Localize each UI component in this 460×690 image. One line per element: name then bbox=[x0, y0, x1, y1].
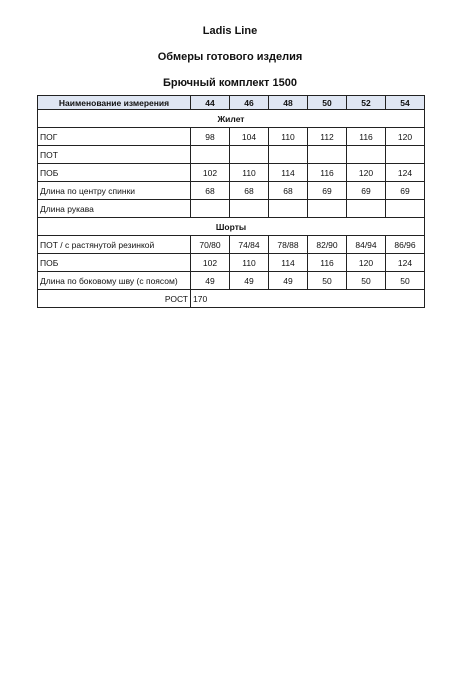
row-label: Длина по центру спинки bbox=[38, 182, 191, 200]
cell-value: 110 bbox=[269, 128, 308, 146]
cell-value: 49 bbox=[191, 272, 230, 290]
cell-value: 50 bbox=[308, 272, 347, 290]
cell-value: 50 bbox=[386, 272, 425, 290]
section-title-vest: Жилет bbox=[38, 110, 425, 128]
cell-value: 116 bbox=[308, 164, 347, 182]
cell-value bbox=[269, 146, 308, 164]
table-row bbox=[38, 272, 425, 290]
cell-value: 110 bbox=[230, 254, 269, 272]
cell-value: 82/90 bbox=[308, 236, 347, 254]
cell-value: 102 bbox=[191, 164, 230, 182]
product-title: Брючный комплект 1500 bbox=[163, 77, 297, 89]
table-row bbox=[38, 200, 425, 218]
cell-value: 116 bbox=[347, 128, 386, 146]
cell-value: 102 bbox=[191, 254, 230, 272]
cell-value bbox=[230, 146, 269, 164]
cell-value: 49 bbox=[230, 272, 269, 290]
document-subtitle: Обмеры готового изделия bbox=[157, 51, 303, 63]
cell-value: 112 bbox=[308, 128, 347, 146]
measurements-table bbox=[37, 95, 425, 308]
cell-value bbox=[230, 200, 269, 218]
cell-value: 120 bbox=[347, 164, 386, 182]
cell-value: 50 bbox=[347, 272, 386, 290]
section-row bbox=[38, 218, 425, 236]
header-size: 50 bbox=[308, 96, 347, 110]
cell-value: 124 bbox=[386, 254, 425, 272]
cell-value: 84/94 bbox=[347, 236, 386, 254]
cell-value bbox=[347, 146, 386, 164]
cell-value: 110 bbox=[230, 164, 269, 182]
cell-value: 124 bbox=[386, 164, 425, 182]
section-row bbox=[38, 110, 425, 128]
table-header-row bbox=[38, 96, 425, 110]
cell-value: 68 bbox=[269, 182, 308, 200]
table-row bbox=[38, 164, 425, 182]
cell-value bbox=[269, 200, 308, 218]
section-title-shorts: Шорты bbox=[38, 218, 425, 236]
cell-value bbox=[308, 146, 347, 164]
cell-value: 68 bbox=[191, 182, 230, 200]
cell-value: 86/96 bbox=[386, 236, 425, 254]
row-label: Длина по боковому шву (с поясом) bbox=[38, 272, 191, 290]
cell-value: 98 bbox=[191, 128, 230, 146]
table-row bbox=[38, 128, 425, 146]
cell-value bbox=[386, 146, 425, 164]
header-size: 46 bbox=[230, 96, 269, 110]
row-label: ПОГ bbox=[38, 128, 191, 146]
height-value: 170 bbox=[191, 290, 425, 308]
cell-value: 69 bbox=[386, 182, 425, 200]
header-size: 44 bbox=[191, 96, 230, 110]
cell-value: 114 bbox=[269, 164, 308, 182]
row-label: ПОБ bbox=[38, 164, 191, 182]
cell-value: 68 bbox=[230, 182, 269, 200]
cell-value: 49 bbox=[269, 272, 308, 290]
row-label: Длина рукава bbox=[38, 200, 191, 218]
cell-value: 120 bbox=[347, 254, 386, 272]
cell-value: 78/88 bbox=[269, 236, 308, 254]
cell-value: 74/84 bbox=[230, 236, 269, 254]
cell-value bbox=[347, 200, 386, 218]
row-label: ПОТ / с растянутой резинкой bbox=[38, 236, 191, 254]
table-row bbox=[38, 236, 425, 254]
cell-value: 69 bbox=[347, 182, 386, 200]
header-measurement-name: Наименование измерения bbox=[38, 96, 191, 110]
header-size: 54 bbox=[386, 96, 425, 110]
height-row bbox=[38, 290, 425, 308]
brand-title: Ladis Line bbox=[202, 25, 258, 37]
table-row bbox=[38, 182, 425, 200]
cell-value bbox=[386, 200, 425, 218]
table-row bbox=[38, 146, 425, 164]
cell-value: 69 bbox=[308, 182, 347, 200]
cell-value: 114 bbox=[269, 254, 308, 272]
cell-value bbox=[308, 200, 347, 218]
cell-value: 104 bbox=[230, 128, 269, 146]
header-size: 52 bbox=[347, 96, 386, 110]
cell-value bbox=[191, 200, 230, 218]
cell-value bbox=[191, 146, 230, 164]
height-label: РОСТ bbox=[38, 290, 191, 308]
header-size: 48 bbox=[269, 96, 308, 110]
row-label: ПОБ bbox=[38, 254, 191, 272]
cell-value: 116 bbox=[308, 254, 347, 272]
cell-value: 120 bbox=[386, 128, 425, 146]
row-label: ПОТ bbox=[38, 146, 191, 164]
table-row bbox=[38, 254, 425, 272]
cell-value: 70/80 bbox=[191, 236, 230, 254]
